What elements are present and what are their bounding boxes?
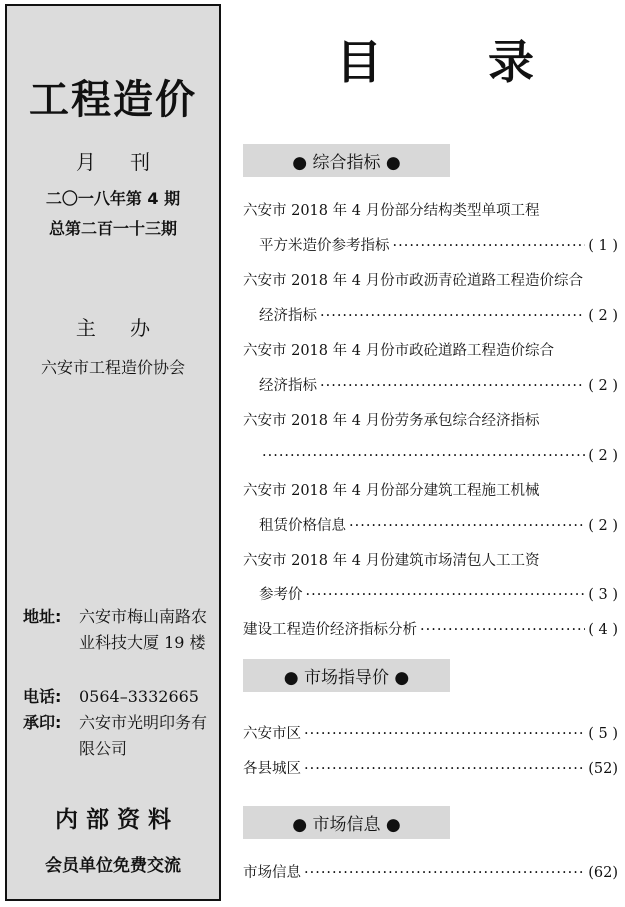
toc-entry-title: 六安市 2018 年 4 月份劳务承包综合经济指标: [243, 413, 540, 429]
section-header-comprehensive: ● 综合指标 ●: [243, 144, 450, 177]
page-number: ( 4 ): [588, 622, 618, 638]
dot-leader: [304, 724, 585, 744]
toc-entry-leader[interactable]: [243, 759, 618, 779]
address-label: 地址:: [23, 607, 62, 626]
toc-entry-leader[interactable]: [243, 724, 618, 744]
page-number: ( 3 ): [588, 587, 618, 603]
toc-entry-title: 六安市 2018 年 4 月份部分建筑工程施工机械: [243, 483, 540, 499]
page-number: ( 2 ): [588, 448, 618, 464]
toc-entry-leader[interactable]: [243, 620, 618, 640]
printer-block: [23, 710, 213, 764]
member-exchange-note: 会员单位免费交流: [45, 856, 181, 876]
toc-entry-title: 六安市 2018 年 4 月份市政沥青砼道路工程造价综合: [243, 273, 584, 289]
dot-leader: [304, 863, 585, 883]
issue-number: 二〇一八年第 4 期: [45, 189, 181, 208]
toc-entry-subtitle: 经济指标: [259, 378, 317, 394]
phone-block: [23, 684, 213, 710]
toc-heading-char-2: 录: [488, 35, 534, 89]
internal-material-note: 内部资料: [55, 807, 179, 833]
toc-heading: [300, 26, 600, 89]
page-number: ( 2 ): [588, 378, 618, 394]
toc-entry-title: 六安市 2018 年 4 月份市政砼道路工程造价综合: [243, 343, 555, 359]
frequency-label: 月 刊: [75, 150, 165, 174]
toc-entry-title: 建设工程造价经济指标分析: [243, 622, 417, 638]
dot-leader: [320, 306, 585, 326]
page-number: ( 5 ): [588, 726, 618, 742]
toc-entry-subtitle: 平方米造价参考指标: [259, 238, 390, 254]
dot-leader: [262, 446, 585, 466]
dot-leader: [304, 759, 585, 779]
toc-entry-leader[interactable]: [259, 585, 618, 605]
toc-entry-title: 六安市区: [243, 726, 301, 742]
masthead-panel: [5, 4, 221, 901]
page-number: ( 1 ): [588, 238, 618, 254]
page-number: (52): [588, 761, 618, 777]
page-number: ( 2 ): [588, 308, 618, 324]
toc-entry-leader[interactable]: [243, 863, 618, 883]
magazine-title: 工程造价: [29, 77, 197, 123]
toc-entry-title: 各县城区: [243, 761, 301, 777]
toc-entry-subtitle: 租赁价格信息: [259, 518, 346, 534]
toc-entry-subtitle: 经济指标: [259, 308, 317, 324]
dot-leader: [320, 376, 585, 396]
page-number: (62): [588, 865, 618, 881]
toc-entry-subtitle: 参考价: [259, 587, 303, 603]
toc-heading-char-1: 目: [336, 35, 382, 89]
dot-leader: [349, 516, 585, 536]
toc-entry-leader[interactable]: [259, 236, 618, 256]
toc-entry-leader[interactable]: [259, 376, 618, 396]
toc-entry-title: 六安市 2018 年 4 月份部分结构类型单项工程: [243, 203, 540, 219]
toc-entry-leader[interactable]: [259, 446, 618, 466]
toc-entry-leader[interactable]: [259, 306, 618, 326]
section-header-market-guide-price: ● 市场指导价 ●: [243, 659, 450, 692]
toc-entry-title: 六安市 2018 年 4 月份建筑市场清包人工工资: [243, 553, 540, 569]
section-header-market-info: ● 市场信息 ●: [243, 806, 450, 839]
toc-entry-title: 市场信息: [243, 865, 301, 881]
dot-leader: [393, 236, 586, 256]
total-issue-number: 总第二百一十三期: [48, 219, 177, 238]
phone-value: 0564–3332665: [79, 687, 199, 706]
page-number: ( 2 ): [588, 518, 618, 534]
organizer-label: 主 办: [75, 316, 165, 340]
address-value: 六安市梅山南路农业科技大厦 19 楼: [79, 607, 208, 652]
dot-leader: [420, 620, 585, 640]
toc-entry-leader[interactable]: [259, 516, 618, 536]
printer-label: 承印:: [23, 713, 62, 732]
dot-leader: [306, 585, 586, 605]
printer-value: 六安市光明印务有限公司: [79, 713, 208, 758]
organizer-name: 六安市工程造价协会: [40, 358, 185, 377]
address-block: [23, 604, 213, 684]
phone-label: 电话:: [23, 687, 62, 706]
